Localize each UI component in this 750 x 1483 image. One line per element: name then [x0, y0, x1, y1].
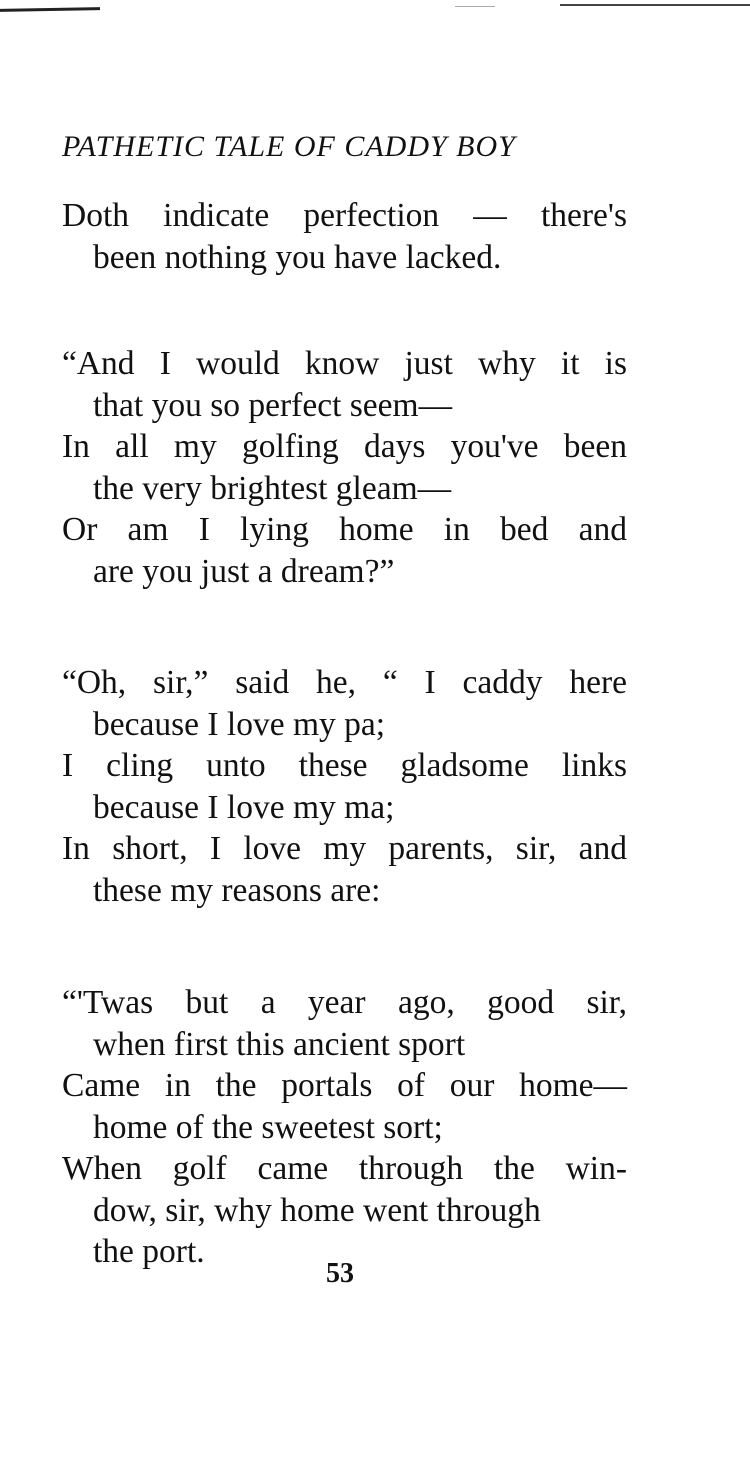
verse-line: the port.	[93, 1233, 205, 1270]
verse-line: home of the sweetest sort;	[93, 1108, 443, 1146]
top-left-rule	[0, 7, 100, 12]
running-head: PATHETIC TALE OF CADDY BOY	[62, 130, 516, 163]
top-right-rule	[560, 4, 750, 6]
verse-line: when first this ancient sport	[93, 1025, 466, 1063]
verse-line: I cling unto these gladsome links	[62, 747, 627, 784]
verse-line: because I love my pa;	[93, 705, 386, 743]
verse-line: Doth indicate perfection — there's	[62, 197, 627, 234]
verse-line: In all my golfing days you've been	[62, 428, 627, 465]
verse-line: the very brightest gleam—	[93, 469, 452, 507]
verse-line: In short, I love my parents, sir, and	[62, 830, 627, 867]
stanza-3	[62, 662, 627, 911]
verse-line: these my reasons are:	[93, 871, 381, 909]
stanza-2	[62, 343, 627, 592]
verse-line: been nothing you have lacked.	[93, 238, 502, 276]
verse-line: When golf came through the win-	[62, 1150, 627, 1187]
verse-line: “Oh, sir,” said he, “ I caddy here	[62, 664, 627, 701]
verse-line: “'Twas but a year ago, good sir,	[62, 984, 627, 1021]
verse-line: Came in the portals of our home—	[62, 1067, 627, 1104]
verse-line: “And I would know just why it is	[62, 345, 627, 382]
verse-line: dow, sir, why home went through	[93, 1191, 541, 1229]
verse-line: are you just a dream?”	[93, 552, 395, 590]
top-middle-rule	[455, 6, 495, 7]
stanza-4	[62, 982, 627, 1273]
page-number: 53	[326, 1258, 354, 1289]
stanza-1	[62, 195, 627, 278]
verse-line: because I love my ma;	[93, 788, 395, 826]
verse-line: Or am I lying home in bed and	[62, 511, 627, 548]
verse-line: that you so perfect seem—	[93, 386, 453, 424]
